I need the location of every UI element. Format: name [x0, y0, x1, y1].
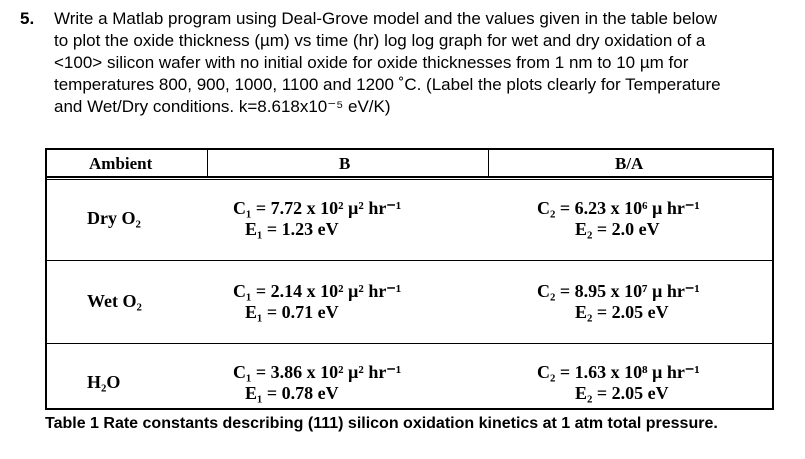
ba-energy: E₂ = 2.05 eV — [575, 302, 669, 322]
ambient-cell: Dry O₂ — [87, 208, 141, 228]
table-header-row — [47, 150, 772, 178]
question-text — [54, 8, 790, 118]
header-underline — [47, 179, 772, 180]
rate-constants-table — [45, 148, 774, 410]
b-energy: E₁ = 0.78 eV — [245, 383, 339, 403]
b-constant: C₁ = 3.86 x 10² µ² hr⁻¹ — [233, 362, 402, 382]
question-line: Write a Matlab program using Deal-Grove model and the values given in the table below — [54, 9, 718, 28]
ba-constant: C₂ = 6.23 x 10⁶ µ hr⁻¹ — [537, 198, 700, 218]
question-number: 5. — [20, 9, 35, 28]
b-constant: C₁ = 2.14 x 10² µ² hr⁻¹ — [233, 281, 402, 301]
header-b: B — [339, 154, 351, 173]
question-line: <100> silicon wafer with no initial oxide for oxide thicknesses from 1 nm to 10 µm for — [54, 53, 689, 72]
b-cell — [233, 362, 401, 404]
ambient-cell: Wet O₂ — [87, 291, 142, 311]
ba-cell — [537, 362, 700, 404]
ba-constant: C₂ = 8.95 x 10⁷ µ hr⁻¹ — [537, 281, 700, 301]
ba-energy: E₂ = 2.0 eV — [575, 219, 660, 239]
ba-constant: C₂ = 1.63 x 10⁸ µ hr⁻¹ — [537, 362, 700, 382]
b-constant: C₁ = 7.72 x 10² µ² hr⁻¹ — [233, 198, 402, 218]
b-energy: E₁ = 1.23 eV — [245, 219, 339, 239]
question-line: and Wet/Dry conditions. k=8.618x10⁻⁵ eV/K) — [54, 97, 391, 116]
question-line: temperatures 800, 900, 1000, 1100 and 1200 ˚C. (Label the plots clearly for Temperature — [54, 75, 721, 94]
column-divider — [488, 150, 489, 176]
ba-cell — [537, 281, 700, 323]
header-ambient: Ambient — [89, 154, 153, 173]
row-divider — [47, 343, 772, 344]
column-divider — [207, 150, 208, 176]
b-cell — [233, 198, 401, 240]
question-line: to plot the oxide thickness (µm) vs time (hr) log log graph for wet and dry oxidation of a — [54, 31, 706, 50]
ba-cell — [537, 198, 700, 240]
row-divider — [47, 260, 772, 261]
b-cell — [233, 281, 401, 323]
table-caption: Table 1 Rate constants describing (111) silicon oxidation kinetics at 1 atm total pressure. — [45, 415, 718, 432]
ambient-cell: H₂O — [87, 372, 121, 392]
ba-energy: E₂ = 2.05 eV — [575, 383, 669, 403]
header-b-over-a: B/A — [615, 154, 644, 173]
b-energy: E₁ = 0.71 eV — [245, 302, 339, 322]
